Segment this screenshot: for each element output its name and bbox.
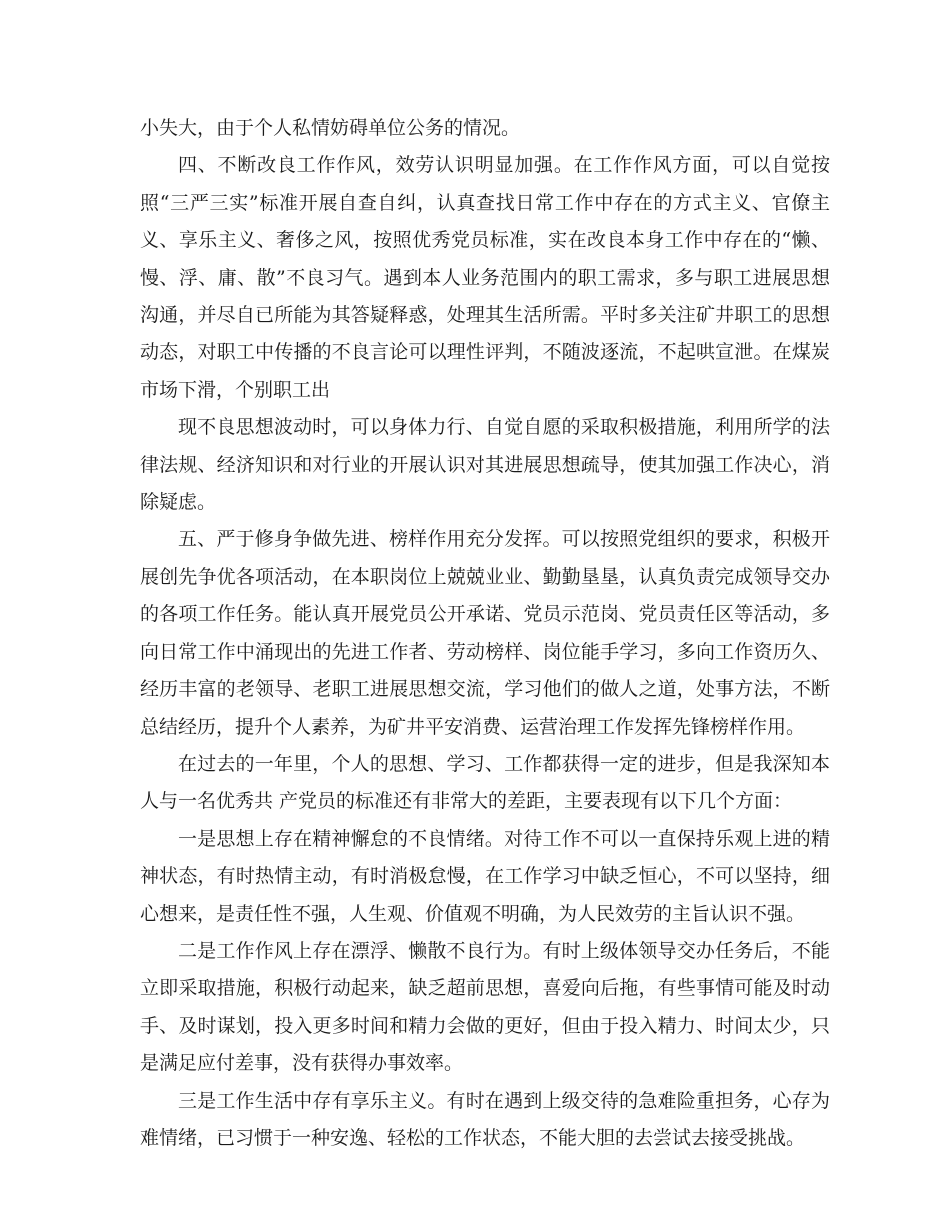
paragraph-1: 小失大，由于个人私情妨碍单位公务的情况。 (140, 117, 521, 139)
paragraph-6: 一是思想上存在精神懈怠的不良情绪。对待工作不可以一直保持乐观上进的精神状态，有时热情主动，有时消极怠慢，在工作学习中缺乏恒心，不可以坚持，细心想来，是责任性不强，人生观、价值观不明确，为人民效劳的主旨认识不强。 (140, 827, 830, 925)
paragraph-8: 三是工作生活中存有享乐主义。有时在遇到上级交待的急难险重担务，心存为难情绪，已习惯于一种安逸、轻松的工作状态，不能大胆的去尝试去接受挑战。 (140, 1089, 830, 1149)
paragraph-7: 二是工作作风上存在漂浮、懒散不良行为。有时上级体领导交办任务后，不能立即采取措施，积极行动起来，缺乏超前思想，喜爱向后拖，有些事情可能及时动手、及时谋划，投入更多时间和精力会做的更好，但由于投入精力、时间太少，只是满足应付差事，没有获得办事效率。 (140, 939, 830, 1075)
paragraph-3: 现不良思想波动时，可以身体力行、自觉自愿的采取积极措施，利用所学的法律法规、经济知识和对行业的开展认识对其进展思想疏导，使其加强工作决心，消除疑虑。 (140, 416, 830, 514)
document-page (140, 110, 830, 1157)
paragraph-5: 在过去的一年里，个人的思想、学习、工作都获得一定的进步，但是我深知本人与一名优秀共 产党员的标准还有非常大的差距，主要表现有以下几个方面： (140, 752, 830, 813)
paragraph-2: 四、不断改良工作作风，效劳认识明显加强。在工作作风方面，可以自觉按照“三严三实”标准开展自查自纠，认真查找日常工作中存在的方式主义、官僚主义、享乐主义、奢侈之风，按照优秀党员标准，实在改良本身工作中存在的“懒、慢、浮、庸、散”不良习气。遇到本人业务范围内的职工需求，多与职工进展思想沟通，并尽自已所能为其答疑释惑，处理其生活所需。平时多关注矿井职工的思想动态，对职工中传播的不良言论可以理性评判，不随波逐流，不起哄宣泄。在煤炭市场下滑，个别职工出 (140, 154, 830, 401)
paragraph-4: 五、严于修身争做先进、榜样作用充分发挥。可以按照党组织的要求，积极开展创先争优各项活动，在本职岗位上兢兢业业、勤勤垦垦，认真负责完成领导交办的各项工作任务。能认真开展党员公开承诺、党员示范岗、党员责任区等活动，多向日常工作中涌现出的先进工作者、劳动榜样、岗位能手学习，多向工作资历久、经历丰富的老领导、老职工进展思想交流，学习他们的做人之道，处事方法，不断总结经历，提升个人素养，为矿井平安消费、运营治理工作发挥先锋榜样作用。 (140, 528, 830, 738)
